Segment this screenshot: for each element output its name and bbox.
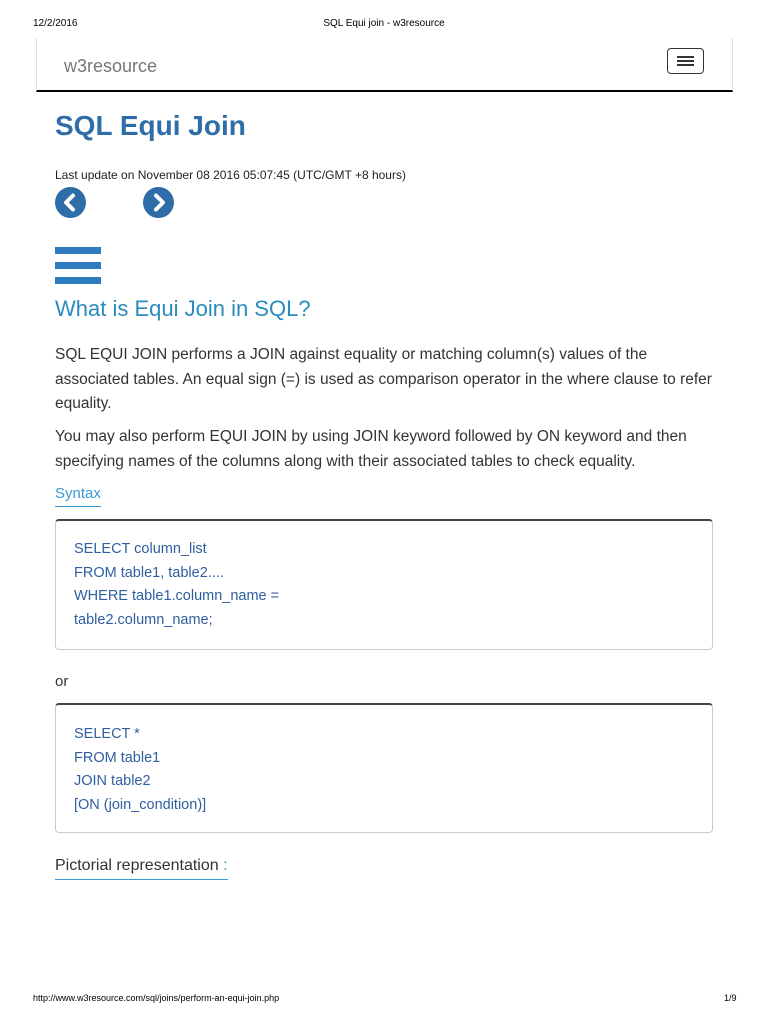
print-title: SQL Equi join - w3resource [323,18,445,29]
syntax-label: Syntax [55,485,101,507]
print-url: http://www.w3resource.com/sql/joins/perform-an-equi-join.php [33,993,280,1003]
pictorial-colon: : [218,857,228,874]
print-page-number: 1/9 [724,993,737,1003]
print-date: 12/2/2016 [33,18,78,29]
page-title: SQL Equi Join [55,110,246,141]
intro-paragraph: SQL EQUI JOIN performs a JOIN against equality or matching column(s) values of the associated tables. An equal sign (=) is used as comparison operator in the where clause to refer equality. [55,346,712,412]
code-line: WHERE table1.column_name = [74,588,280,604]
brand-logo[interactable]: w3resource [64,56,158,76]
or-label: or [55,673,69,690]
chevron-left-circle-icon[interactable] [55,187,86,218]
hamburger-menu-icon[interactable] [667,48,704,74]
code-line: table2.column_name; [74,611,213,628]
detail-paragraph: You may also perform EQUI JOIN by using JOIN keyword followed by ON keyword and then specifying names of the columns along with their associated tables to check equality. [55,428,687,470]
sidebar-toggle-icon[interactable] [55,247,101,285]
pictorial-heading [55,857,228,880]
pictorial-label: Pictorial representation [55,857,219,874]
navbar [36,38,733,92]
section-heading: What is Equi Join in SQL? [55,296,311,321]
chevron-right-circle-icon[interactable] [143,187,174,218]
code-line: FROM table1, table2.... [74,564,224,581]
code-block-syntax-1 [55,519,713,650]
code-line: JOIN table2 [74,773,151,789]
code-line: SELECT column_list [74,541,207,557]
code-line: SELECT * [74,726,140,742]
code-block-syntax-2 [55,703,713,833]
code-line: FROM table1 [74,749,161,766]
code-line: [ON (join_condition)] [74,796,207,813]
last-update: Last update on November 08 2016 05:07:45 (UTC/GMT +8 hours) [55,168,406,182]
